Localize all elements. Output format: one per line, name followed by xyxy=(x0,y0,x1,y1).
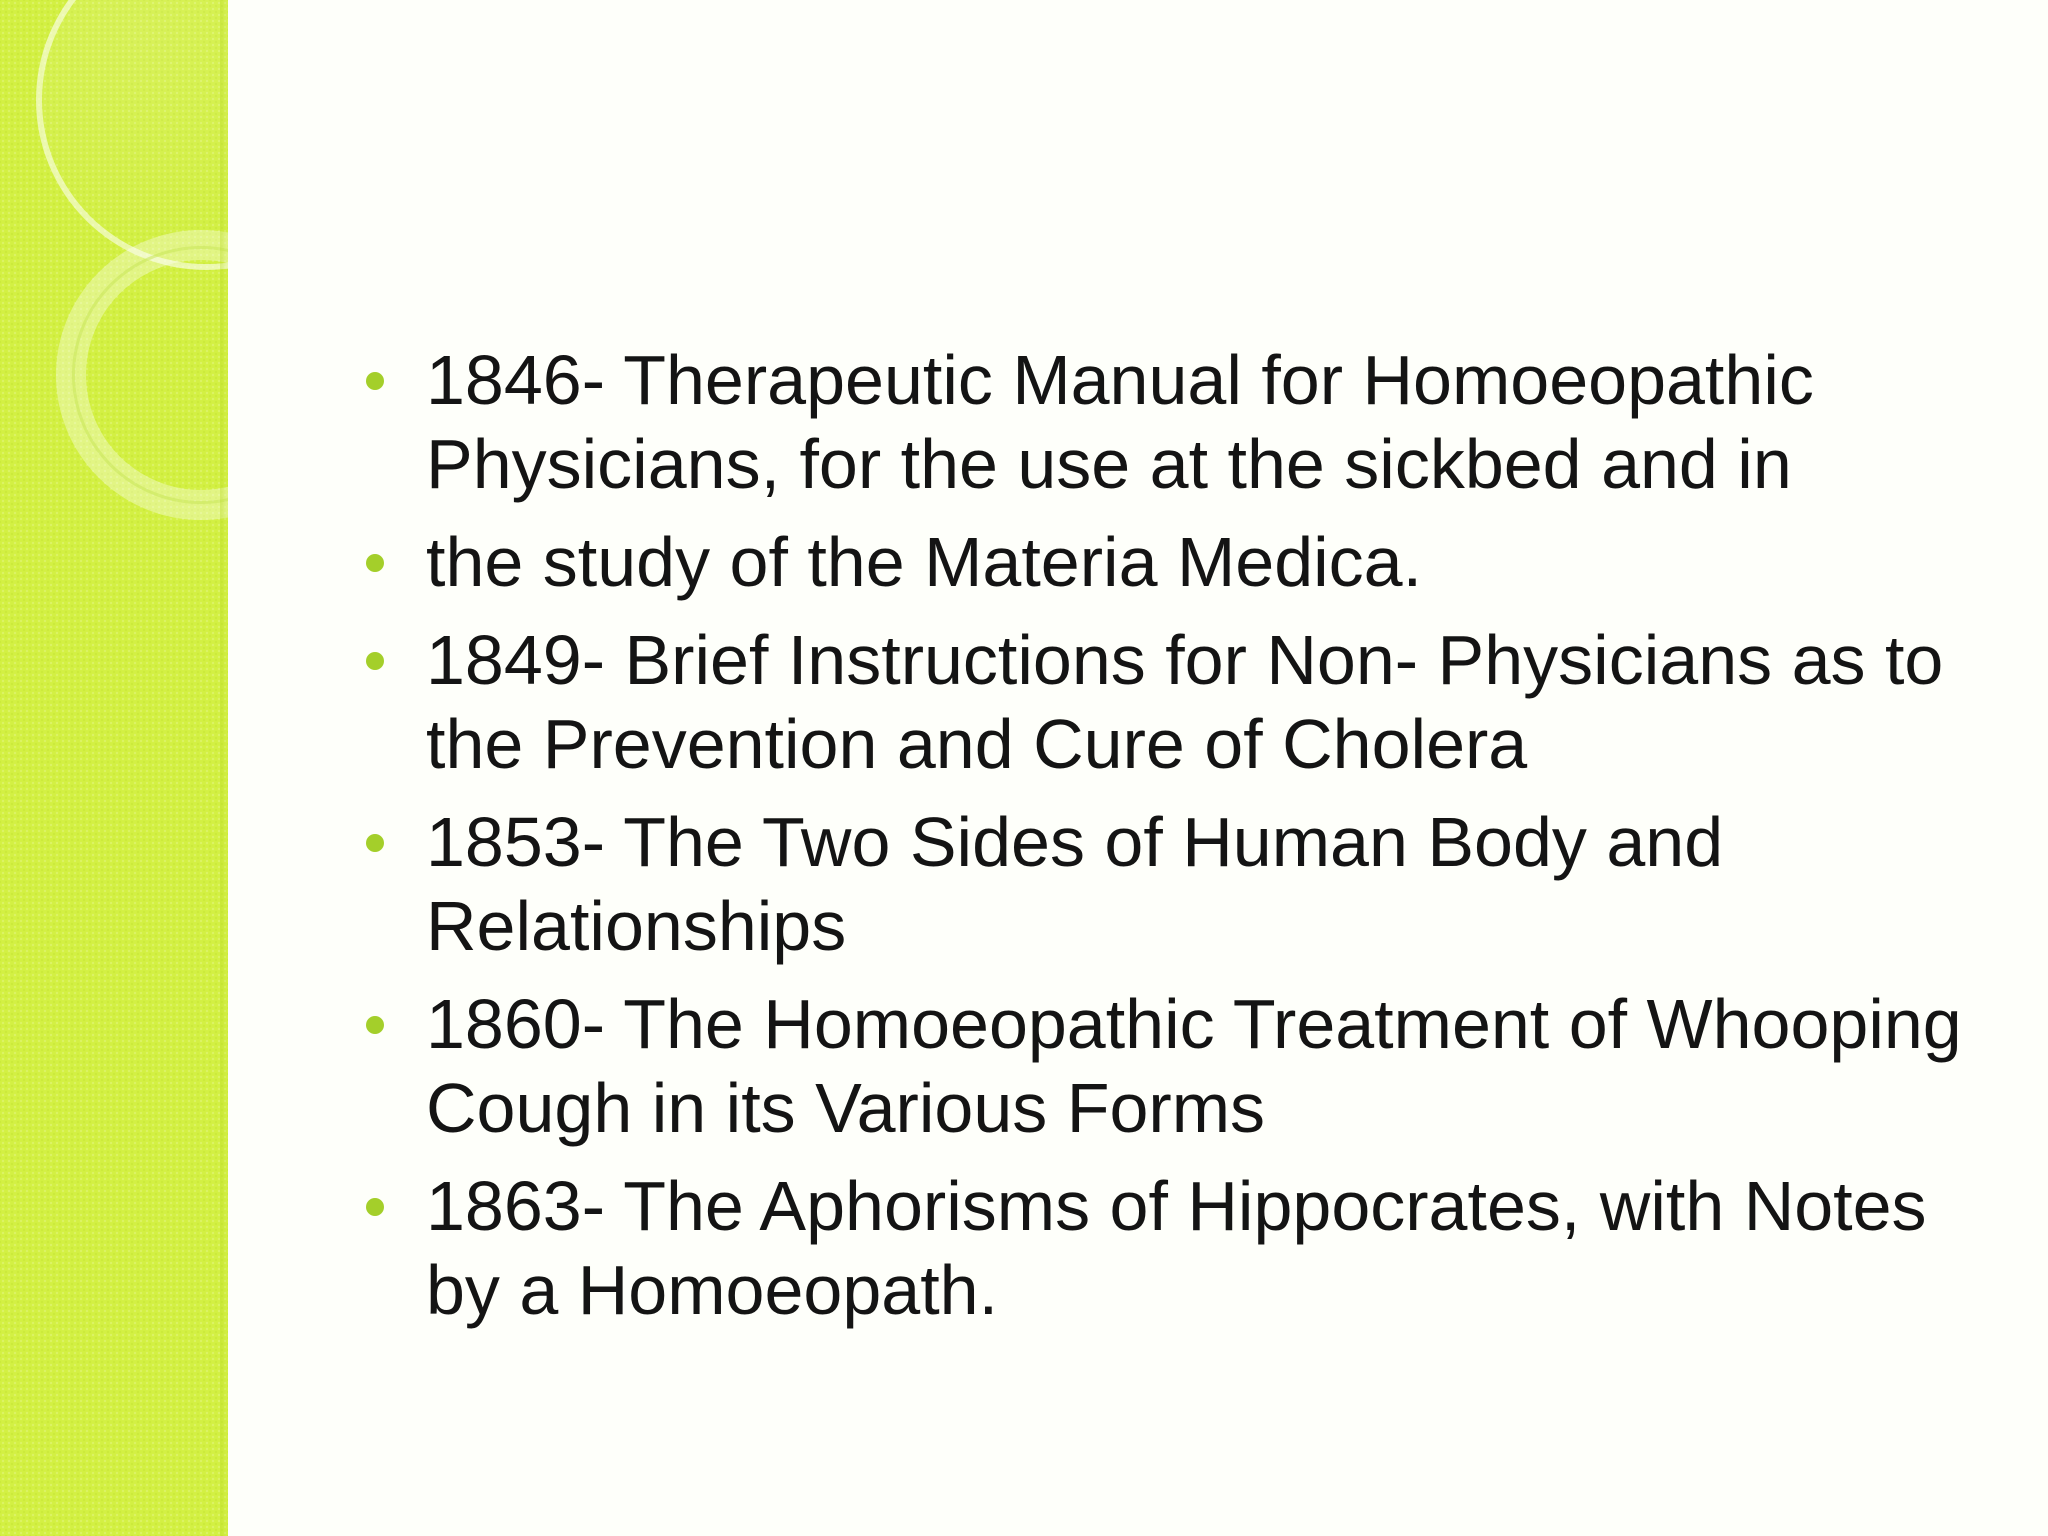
bullet-dot-icon xyxy=(366,1198,384,1216)
bullet-dot-icon xyxy=(366,1016,384,1034)
bullet-dot-icon xyxy=(366,554,384,572)
bullet-item xyxy=(360,800,2000,968)
bullet-item xyxy=(360,982,2000,1150)
bullet-text: the study of the Materia Medica. xyxy=(426,523,1423,601)
decorative-side-band xyxy=(0,0,228,1536)
bullet-list xyxy=(360,338,2000,1332)
bullet-item xyxy=(360,618,2000,786)
bullet-item xyxy=(360,338,2000,506)
bullet-item xyxy=(360,520,2000,604)
bullet-text: 1849- Brief Instructions for Non- Physicians as to the Prevention and Cure of Cholera xyxy=(426,621,1944,783)
slide-content xyxy=(360,338,2000,1346)
band-edge-divider xyxy=(220,0,228,1536)
bullet-dot-icon xyxy=(366,372,384,390)
bullet-text: 1863- The Aphorisms of Hippocrates, with Notes by a Homoeopath. xyxy=(426,1167,1927,1329)
bullet-text: 1853- The Two Sides of Human Body and Relationships xyxy=(426,803,1724,965)
bullet-dot-icon xyxy=(366,834,384,852)
bullet-dot-icon xyxy=(366,652,384,670)
bullet-text: 1860- The Homoeopathic Treatment of Whooping Cough in its Various Forms xyxy=(426,985,1962,1147)
bullet-item xyxy=(360,1164,2000,1332)
bullet-text: 1846- Therapeutic Manual for Homoeopathic Physicians, for the use at the sickbed and in xyxy=(426,341,1814,503)
